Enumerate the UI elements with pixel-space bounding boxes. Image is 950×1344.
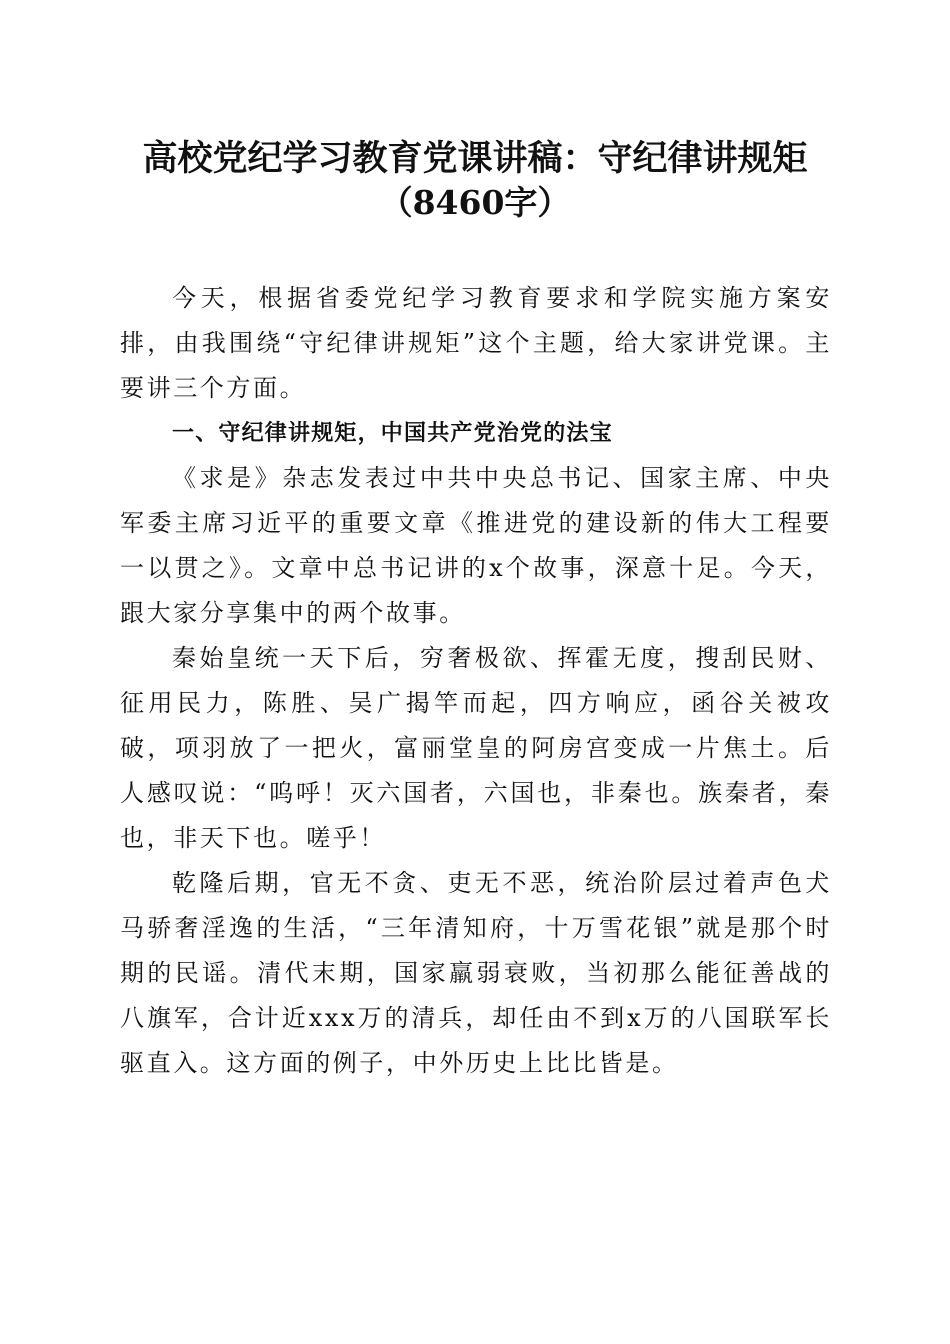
paragraph-qianlong: 乾隆后期，官无不贪、吏无不恶，统治阶层过着声色犬马骄奢淫逸的生活，“三年清知府，十万雪花银”就是那个时期的民谣。清代末期，国家羸弱衰败，当初那么能征善战的八旗军，合计近xxx万的清兵，却任由不到x万的八国联军长驱直入。这方面的例子，中外历史上比比皆是。 [120, 869, 832, 1077]
paragraph-qiushi: 《求是》杂志发表过中共中央总书记、国家主席、中央军委主席习近平的重要文章《推进党的建设新的伟大工程要一以贯之》。文章中总书记讲的x个故事，深意十足。今天，跟大家分享集中的两个故事。 [120, 464, 832, 627]
paragraph-intro: 今天，根据省委党纪学习教育要求和学院实施方案安排，由我围绕“守纪律讲规矩”这个主题，给大家讲党课。主要讲三个方面。 [120, 284, 832, 402]
paragraph-qin: 秦始皇统一天下后，穷奢极欲、挥霍无度，搜刮民财、征用民力，陈胜、吴广揭竿而起，四方响应，函谷关被攻破，项羽放了一把火，富丽堂皇的阿房宫变成一片焦土。后人感叹说：“呜呼！灭六国者，六国也，非秦也。族秦者，秦也，非天下也。嗟乎！ [120, 644, 832, 852]
document-title: 高校党纪学习教育党课讲稿：守纪律讲规矩 [142, 138, 808, 179]
document-body [120, 276, 832, 1086]
document-word-count: （8460字） [379, 183, 571, 222]
section-heading-1: 一、守纪律讲规矩，中国共产党治党的法宝 [172, 421, 613, 446]
